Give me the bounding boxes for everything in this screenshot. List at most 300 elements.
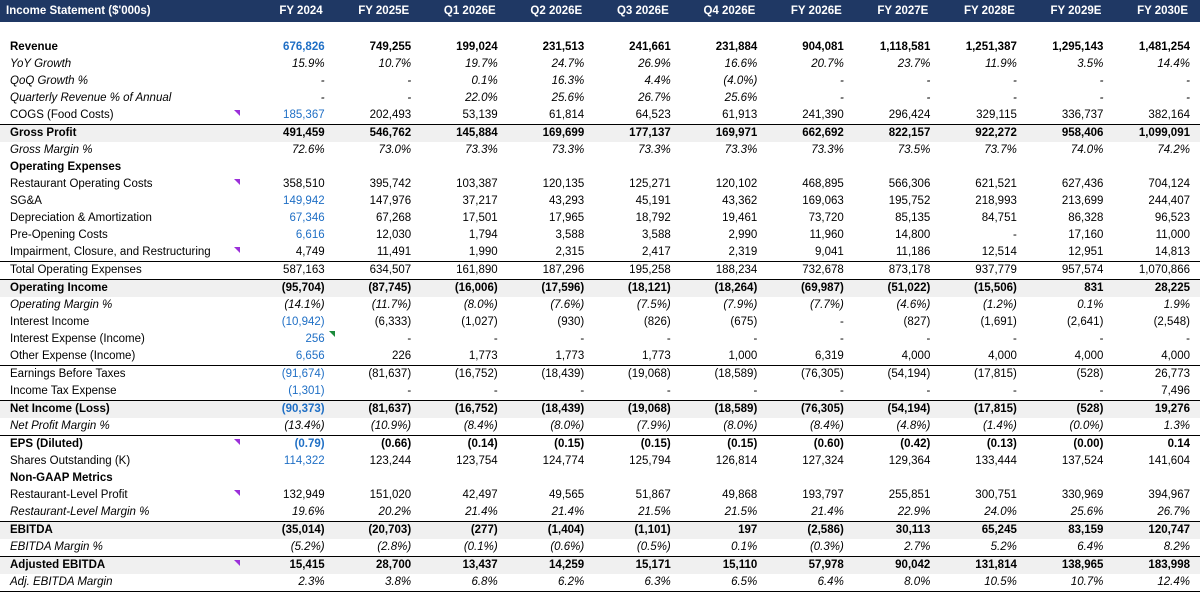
value-cell[interactable]: 73.0% — [378, 144, 412, 156]
value-cell[interactable]: 26.9% — [638, 58, 671, 70]
value-cell[interactable]: - — [926, 75, 931, 87]
value-cell[interactable] — [335, 22, 422, 39]
value-cell[interactable]: - — [407, 75, 412, 87]
value-cell[interactable]: - — [926, 333, 931, 345]
comment-flag-icon[interactable] — [234, 439, 240, 445]
value-cell[interactable]: 43,293 — [549, 195, 585, 207]
row-label-cell[interactable] — [0, 227, 248, 244]
value-cell[interactable]: 61,913 — [722, 109, 758, 121]
value-cell[interactable]: 149,942 — [283, 195, 325, 207]
value-cell[interactable]: 382,164 — [1148, 109, 1190, 121]
value-cell[interactable]: 6,656 — [295, 350, 325, 362]
value-cell[interactable]: 124,774 — [542, 455, 585, 467]
value-cell[interactable]: 546,762 — [335, 125, 422, 143]
value-cell[interactable]: 1,251,387 — [965, 41, 1017, 53]
column-header[interactable]: Q3 2026E — [594, 0, 681, 22]
value-cell[interactable]: 23.7% — [897, 58, 931, 70]
value-cell[interactable] — [335, 470, 422, 487]
value-cell[interactable]: 12,951 — [1068, 246, 1104, 258]
value-cell[interactable]: 1,295,143 — [1052, 41, 1104, 53]
value-cell[interactable]: 90,042 — [854, 557, 941, 575]
value-cell[interactable]: 114,322 — [283, 455, 325, 467]
value-cell[interactable]: (0.1%) — [463, 541, 498, 553]
value-cell[interactable]: - — [839, 333, 844, 345]
value-cell[interactable]: 7,496 — [1161, 385, 1190, 397]
value-cell[interactable]: 394,967 — [1148, 489, 1190, 501]
value-cell[interactable]: 241,390 — [802, 109, 844, 121]
value-cell[interactable]: (0.15) — [594, 436, 681, 454]
value-cell[interactable]: 14,800 — [895, 229, 931, 241]
value-cell[interactable]: 300,751 — [975, 489, 1017, 501]
value-cell[interactable]: 126,814 — [715, 455, 758, 467]
value-cell[interactable]: 73.3% — [638, 144, 671, 156]
value-cell[interactable]: 43,362 — [722, 195, 758, 207]
value-cell[interactable]: 468,895 — [802, 178, 844, 190]
value-cell[interactable]: 1.9% — [1163, 299, 1190, 311]
value-cell[interactable] — [594, 22, 681, 39]
value-cell[interactable]: 732,678 — [767, 262, 854, 280]
value-cell[interactable]: - — [926, 92, 931, 104]
value-cell[interactable]: (8.0%) — [463, 299, 498, 311]
row-label-cell[interactable] — [0, 193, 248, 210]
value-cell[interactable]: 831 — [1027, 280, 1114, 298]
value-cell[interactable]: 1,990 — [468, 246, 498, 258]
value-cell[interactable]: 6,616 — [295, 229, 325, 241]
value-cell[interactable] — [508, 22, 595, 39]
row-label-cell[interactable] — [0, 56, 248, 73]
value-cell[interactable]: 14.4% — [1157, 58, 1190, 70]
value-cell[interactable]: 84,751 — [981, 212, 1017, 224]
value-cell[interactable]: 73.3% — [811, 144, 844, 156]
value-cell[interactable]: (1.4%) — [983, 420, 1017, 432]
value-cell[interactable]: 231,513 — [542, 41, 585, 53]
value-cell[interactable]: 1,773 — [641, 350, 671, 362]
value-cell[interactable]: 244,407 — [1148, 195, 1190, 207]
value-cell[interactable]: (81,637) — [335, 401, 422, 419]
value-cell[interactable]: 904,081 — [802, 41, 844, 53]
value-cell[interactable]: 120,102 — [715, 178, 758, 190]
value-cell[interactable]: 45,191 — [635, 195, 671, 207]
value-cell[interactable]: (1,101) — [594, 522, 681, 540]
row-label-cell[interactable] — [0, 314, 248, 331]
value-cell[interactable]: - — [839, 75, 844, 87]
column-header[interactable]: Q4 2026E — [681, 0, 768, 22]
value-cell[interactable]: (18,264) — [681, 280, 768, 298]
value-cell[interactable]: 873,178 — [854, 262, 941, 280]
value-cell[interactable]: 42,497 — [462, 489, 498, 501]
value-cell[interactable]: 15,171 — [594, 557, 681, 575]
value-cell[interactable]: (0.13) — [940, 436, 1027, 454]
value-cell[interactable]: - — [320, 92, 325, 104]
value-cell[interactable]: 1,481,254 — [1138, 41, 1190, 53]
value-cell[interactable]: (528) — [1027, 366, 1114, 384]
value-cell[interactable]: 53,139 — [462, 109, 498, 121]
value-cell[interactable]: 202,493 — [369, 109, 412, 121]
value-cell[interactable]: 57,978 — [767, 557, 854, 575]
value-cell[interactable]: 957,574 — [1027, 262, 1114, 280]
row-label-cell[interactable] — [0, 487, 248, 504]
value-cell[interactable]: 137,524 — [1061, 455, 1104, 467]
row-label-cell[interactable] — [0, 125, 248, 143]
value-cell[interactable]: 11,491 — [376, 246, 412, 258]
value-cell[interactable]: 6.4% — [1077, 541, 1104, 553]
value-cell[interactable]: 67,268 — [375, 212, 412, 224]
value-cell[interactable]: 4,000 — [988, 350, 1017, 362]
value-cell[interactable]: - — [666, 333, 671, 345]
value-cell[interactable]: 213,699 — [1061, 195, 1104, 207]
row-label-cell[interactable] — [0, 280, 248, 298]
value-cell[interactable]: 24.0% — [984, 506, 1017, 518]
value-cell[interactable]: 132,949 — [283, 489, 325, 501]
value-cell[interactable]: 169,971 — [681, 125, 768, 143]
value-cell[interactable]: 491,459 — [248, 125, 335, 143]
value-cell[interactable]: 14,259 — [508, 557, 595, 575]
value-cell[interactable]: 922,272 — [940, 125, 1027, 143]
value-cell[interactable]: 151,020 — [369, 489, 412, 501]
value-cell[interactable]: (17,596) — [508, 280, 595, 298]
value-cell[interactable]: (4.8%) — [896, 420, 931, 432]
value-cell[interactable]: 21.4% — [465, 506, 498, 518]
value-cell[interactable]: 749,255 — [369, 41, 412, 53]
value-cell[interactable]: 65,245 — [940, 522, 1027, 540]
value-cell[interactable]: (54,194) — [854, 366, 941, 384]
value-cell[interactable]: 24.7% — [551, 58, 585, 70]
value-cell[interactable]: 676,826 — [283, 41, 325, 53]
value-cell[interactable]: 83,159 — [1027, 522, 1114, 540]
value-cell[interactable]: (2,586) — [767, 522, 854, 540]
value-cell[interactable]: (95,704) — [248, 280, 335, 298]
value-cell[interactable]: 9,041 — [815, 246, 844, 258]
value-cell[interactable]: 188,234 — [681, 262, 768, 280]
value-cell[interactable] — [854, 22, 941, 39]
value-cell[interactable] — [508, 159, 595, 176]
value-cell[interactable]: (18,121) — [594, 280, 681, 298]
value-cell[interactable]: (16,006) — [421, 280, 508, 298]
value-cell[interactable]: 169,063 — [802, 195, 844, 207]
value-cell[interactable]: (91,674) — [248, 366, 335, 384]
value-cell[interactable]: 12,030 — [375, 229, 412, 241]
value-cell[interactable]: (16,752) — [421, 366, 508, 384]
value-cell[interactable]: - — [407, 333, 412, 345]
value-cell[interactable] — [767, 159, 854, 176]
value-cell[interactable]: 28,700 — [335, 557, 422, 575]
value-cell[interactable]: 226 — [391, 350, 412, 362]
value-cell[interactable]: 85,135 — [895, 212, 931, 224]
value-cell[interactable]: 16.3% — [551, 75, 585, 87]
value-cell[interactable]: 19.7% — [465, 58, 498, 70]
value-cell[interactable]: 662,692 — [767, 125, 854, 143]
value-cell[interactable]: (16,752) — [421, 401, 508, 419]
value-cell[interactable]: (10.9%) — [370, 420, 412, 432]
value-cell[interactable]: (827) — [903, 316, 931, 328]
value-cell[interactable]: 37,217 — [462, 195, 498, 207]
value-cell[interactable]: (2.8%) — [377, 541, 412, 553]
value-cell[interactable]: 26.7% — [638, 92, 671, 104]
value-cell[interactable]: 74.0% — [1070, 144, 1104, 156]
value-cell[interactable]: - — [666, 385, 671, 397]
value-cell[interactable]: 6.2% — [508, 574, 595, 592]
comment-flag-icon[interactable] — [234, 247, 240, 253]
value-cell[interactable]: (0.15) — [681, 436, 768, 454]
value-cell[interactable]: 123,754 — [456, 455, 498, 467]
row-label-cell[interactable] — [0, 418, 248, 436]
value-cell[interactable]: 30,113 — [854, 522, 941, 540]
value-cell[interactable]: (17,815) — [940, 366, 1027, 384]
value-cell[interactable]: 2,315 — [555, 246, 585, 258]
comment-flag-icon[interactable] — [234, 560, 240, 566]
value-cell[interactable]: - — [1013, 229, 1017, 241]
value-cell[interactable]: 96,523 — [1154, 212, 1190, 224]
row-label-cell[interactable] — [0, 159, 248, 176]
value-cell[interactable]: (90,373) — [248, 401, 335, 419]
value-cell[interactable]: 1,099,091 — [1113, 125, 1200, 143]
value-cell[interactable]: - — [1013, 75, 1017, 87]
value-cell[interactable]: 241,661 — [629, 41, 671, 53]
value-cell[interactable]: (51,022) — [854, 280, 941, 298]
value-cell[interactable]: 169,699 — [508, 125, 595, 143]
value-cell[interactable]: 138,965 — [1027, 557, 1114, 575]
value-cell[interactable]: - — [753, 385, 758, 397]
value-cell[interactable]: (19,068) — [594, 366, 681, 384]
value-cell[interactable]: 11,000 — [1155, 229, 1190, 241]
row-label-cell[interactable] — [0, 297, 248, 314]
value-cell[interactable]: - — [1099, 333, 1104, 345]
value-cell[interactable]: - — [1099, 75, 1104, 87]
value-cell[interactable]: 8.2% — [1163, 541, 1190, 553]
value-cell[interactable]: 120,135 — [542, 178, 585, 190]
value-cell[interactable] — [940, 22, 1027, 39]
value-cell[interactable]: 25.6% — [1070, 506, 1104, 518]
value-cell[interactable]: 19,461 — [722, 212, 758, 224]
row-label-cell[interactable] — [0, 22, 248, 39]
value-cell[interactable] — [854, 470, 941, 487]
value-cell[interactable]: 123,244 — [369, 455, 412, 467]
value-cell[interactable]: 958,406 — [1027, 125, 1114, 143]
value-cell[interactable]: 73.3% — [551, 144, 585, 156]
value-cell[interactable]: (11.7%) — [371, 299, 412, 311]
value-cell[interactable]: (2,641) — [1066, 316, 1104, 328]
value-cell[interactable]: (2,548) — [1153, 316, 1190, 328]
value-cell[interactable]: 4,000 — [901, 350, 931, 362]
value-cell[interactable]: (4.0%) — [723, 75, 758, 87]
value-cell[interactable] — [1113, 159, 1200, 176]
value-cell[interactable]: (10,942) — [281, 316, 325, 328]
value-cell[interactable]: 13,437 — [421, 557, 508, 575]
value-cell[interactable]: 103,387 — [456, 178, 498, 190]
value-cell[interactable] — [854, 159, 941, 176]
value-cell[interactable]: - — [407, 92, 412, 104]
row-label-cell[interactable] — [0, 539, 248, 557]
value-cell[interactable]: (13.4%) — [284, 420, 325, 432]
row-label-cell[interactable] — [0, 244, 248, 262]
value-cell[interactable]: 145,884 — [421, 125, 508, 143]
value-cell[interactable]: - — [1186, 92, 1190, 104]
value-cell[interactable]: 161,890 — [421, 262, 508, 280]
value-cell[interactable] — [1027, 22, 1114, 39]
value-cell[interactable] — [248, 470, 335, 487]
value-cell[interactable]: 12.4% — [1113, 574, 1200, 592]
row-label-cell[interactable] — [0, 401, 248, 419]
value-cell[interactable] — [940, 470, 1027, 487]
value-cell[interactable]: 197 — [681, 522, 768, 540]
value-cell[interactable]: - — [580, 385, 585, 397]
value-cell[interactable]: (20,703) — [335, 522, 422, 540]
value-cell[interactable]: 11,186 — [896, 246, 931, 258]
value-cell[interactable]: (1,027) — [461, 316, 498, 328]
column-header[interactable]: FY 2028E — [940, 0, 1027, 22]
value-cell[interactable]: - — [1186, 333, 1190, 345]
value-cell[interactable]: 1.3% — [1163, 420, 1190, 432]
value-cell[interactable] — [767, 470, 854, 487]
value-cell[interactable]: (15,506) — [940, 280, 1027, 298]
value-cell[interactable]: (76,305) — [767, 401, 854, 419]
value-cell[interactable]: 20.2% — [378, 506, 412, 518]
value-cell[interactable]: (7.5%) — [636, 299, 671, 311]
value-cell[interactable]: (35,014) — [248, 522, 335, 540]
value-cell[interactable] — [940, 159, 1027, 176]
value-cell[interactable]: 336,737 — [1061, 109, 1104, 121]
value-cell[interactable]: (0.79) — [248, 436, 335, 454]
value-cell[interactable]: (1.2%) — [983, 299, 1017, 311]
value-cell[interactable]: 0.1% — [1077, 299, 1104, 311]
value-cell[interactable]: 133,444 — [975, 455, 1017, 467]
row-label-cell[interactable] — [0, 142, 248, 159]
row-label-cell[interactable] — [0, 522, 248, 540]
value-cell[interactable]: 2,417 — [641, 246, 671, 258]
value-cell[interactable]: 72.6% — [292, 144, 325, 156]
value-cell[interactable]: 64,523 — [635, 109, 671, 121]
value-cell[interactable]: 231,884 — [715, 41, 758, 53]
value-cell[interactable]: (0.15) — [508, 436, 595, 454]
value-cell[interactable] — [681, 22, 768, 39]
value-cell[interactable]: 21.5% — [724, 506, 758, 518]
value-cell[interactable]: 73.7% — [984, 144, 1017, 156]
column-header[interactable]: Q2 2026E — [508, 0, 595, 22]
value-cell[interactable]: (8.4%) — [463, 420, 498, 432]
column-header[interactable]: FY 2030E — [1113, 0, 1200, 22]
value-cell[interactable] — [421, 470, 508, 487]
value-cell[interactable]: - — [926, 385, 931, 397]
value-cell[interactable]: - — [1013, 333, 1017, 345]
column-header[interactable]: Q1 2026E — [421, 0, 508, 22]
value-cell[interactable]: (0.3%) — [809, 541, 844, 553]
value-cell[interactable]: 14,813 — [1154, 246, 1190, 258]
row-label-cell[interactable] — [0, 90, 248, 107]
value-cell[interactable]: (18,439) — [508, 401, 595, 419]
value-cell[interactable]: 15,415 — [248, 557, 335, 575]
value-cell[interactable]: 12,514 — [981, 246, 1017, 258]
value-cell[interactable]: (7.9%) — [723, 299, 758, 311]
row-label-cell[interactable] — [0, 383, 248, 401]
value-cell[interactable]: (69,987) — [767, 280, 854, 298]
value-cell[interactable]: 22.0% — [465, 92, 498, 104]
value-cell[interactable]: (6,333) — [374, 316, 412, 328]
value-cell[interactable]: 17,965 — [549, 212, 585, 224]
value-cell[interactable]: 3.8% — [335, 574, 422, 592]
value-cell[interactable]: 4.4% — [644, 75, 671, 87]
value-cell[interactable]: (8.0%) — [723, 420, 758, 432]
value-cell[interactable]: (5.2%) — [290, 541, 325, 553]
value-cell[interactable]: - — [1099, 92, 1104, 104]
value-cell[interactable]: 127,324 — [802, 455, 844, 467]
value-cell[interactable]: 3,588 — [641, 229, 671, 241]
value-cell[interactable]: 6,319 — [815, 350, 844, 362]
value-cell[interactable]: (19,068) — [594, 401, 681, 419]
value-cell[interactable]: 11,960 — [809, 229, 844, 241]
value-cell[interactable]: 21.5% — [638, 506, 671, 518]
value-cell[interactable]: - — [839, 92, 844, 104]
value-cell[interactable]: 5.2% — [990, 541, 1017, 553]
value-cell[interactable]: 19.6% — [292, 506, 325, 518]
value-cell[interactable]: 587,163 — [248, 262, 335, 280]
value-cell[interactable]: 256 — [248, 331, 335, 348]
value-cell[interactable]: 141,604 — [1148, 455, 1190, 467]
value-cell[interactable]: 0.1% — [731, 541, 758, 553]
column-header[interactable]: FY 2027E — [854, 0, 941, 22]
value-cell[interactable]: 185,367 — [283, 109, 325, 121]
value-cell[interactable]: (4.6%) — [896, 299, 931, 311]
value-cell[interactable]: 4,000 — [1161, 350, 1190, 362]
value-cell[interactable]: 8.0% — [854, 574, 941, 592]
row-label-cell[interactable] — [0, 366, 248, 384]
value-cell[interactable]: 28,225 — [1113, 280, 1200, 298]
value-cell[interactable]: 193,797 — [802, 489, 844, 501]
column-header[interactable]: FY 2024 — [248, 0, 335, 22]
value-cell[interactable] — [594, 470, 681, 487]
row-label-cell[interactable] — [0, 107, 248, 125]
value-cell[interactable]: (76,305) — [767, 366, 854, 384]
value-cell[interactable]: - — [320, 75, 325, 87]
value-cell[interactable]: 10.5% — [940, 574, 1027, 592]
row-label-cell[interactable] — [0, 73, 248, 90]
value-cell[interactable]: 51,867 — [635, 489, 671, 501]
row-label-cell[interactable] — [0, 436, 248, 454]
row-label-cell[interactable] — [0, 504, 248, 522]
row-label-cell[interactable] — [0, 262, 248, 280]
value-cell[interactable]: 10.7% — [1027, 574, 1114, 592]
value-cell[interactable] — [594, 159, 681, 176]
value-cell[interactable]: 704,124 — [1148, 178, 1190, 190]
value-cell[interactable]: - — [493, 385, 498, 397]
value-cell[interactable]: 1,794 — [468, 229, 498, 241]
value-cell[interactable]: (0.5%) — [636, 541, 671, 553]
value-cell[interactable]: 74.2% — [1157, 144, 1190, 156]
value-cell[interactable]: 49,565 — [549, 489, 585, 501]
value-cell[interactable]: - — [1013, 385, 1017, 397]
value-cell[interactable]: 2,990 — [728, 229, 758, 241]
value-cell[interactable]: (0.42) — [854, 436, 941, 454]
value-cell[interactable]: (0.14) — [421, 436, 508, 454]
value-cell[interactable]: 22.9% — [897, 506, 931, 518]
value-cell[interactable]: 73,720 — [808, 212, 844, 224]
value-cell[interactable] — [1027, 159, 1114, 176]
value-cell[interactable]: 21.4% — [551, 506, 585, 518]
value-cell[interactable]: 17,501 — [462, 212, 498, 224]
row-label-cell[interactable] — [0, 176, 248, 193]
value-cell[interactable]: - — [839, 385, 844, 397]
row-label-cell[interactable] — [0, 453, 248, 470]
table-title[interactable]: Income Statement ($'000s) — [0, 0, 248, 22]
value-cell[interactable]: 1,773 — [468, 350, 498, 362]
value-cell[interactable] — [681, 470, 768, 487]
value-cell[interactable]: 16.6% — [724, 58, 758, 70]
value-cell[interactable]: 358,510 — [283, 178, 325, 190]
value-cell[interactable]: (0.00) — [1027, 436, 1114, 454]
value-cell[interactable]: 26,773 — [1113, 366, 1200, 384]
value-cell[interactable]: 634,507 — [335, 262, 422, 280]
value-cell[interactable]: 1,118,581 — [879, 41, 931, 53]
value-cell[interactable]: 195,752 — [888, 195, 931, 207]
